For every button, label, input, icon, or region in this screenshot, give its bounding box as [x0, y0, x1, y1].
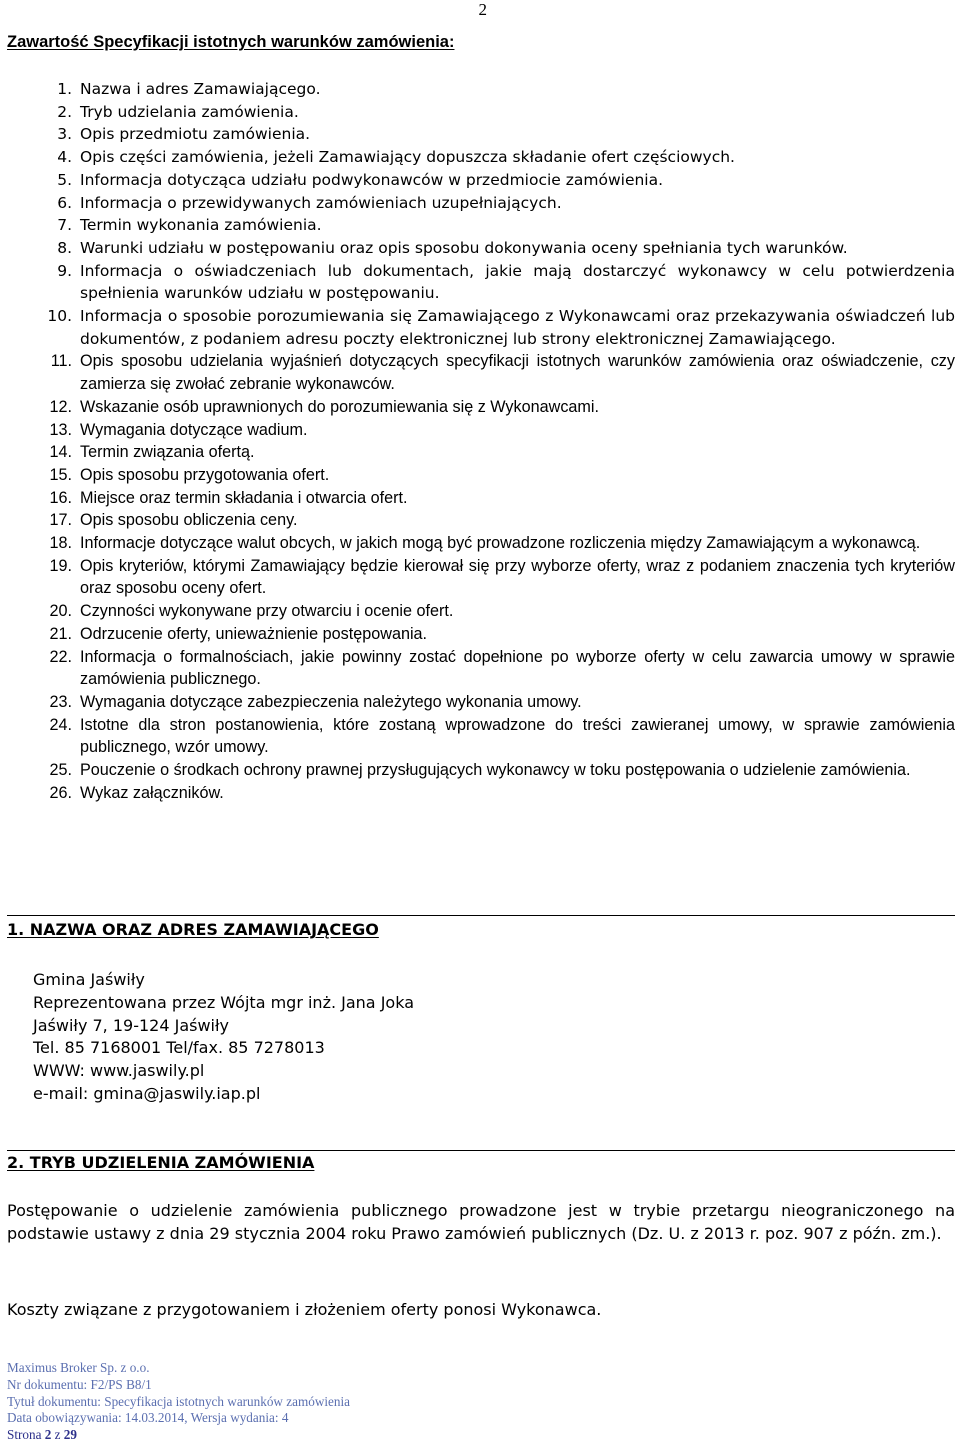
footer-validity: Data obowiązywania: 14.03.2014, Wersja wydania: 4 [7, 1410, 289, 1426]
toc-item-number: 11. [50, 352, 72, 371]
toc-item-number: 13. [49, 420, 72, 439]
toc-item-text: Pouczenie o środkach ochrony prawnej przysługujących wykonawcy w toku postępowania o udzielenie zamówienia. [80, 761, 911, 780]
footer-page-label: Strona [7, 1427, 42, 1443]
toc-item-number: 8. [57, 238, 72, 257]
address-line: WWW: www.jaswily.pl [33, 1061, 205, 1081]
table-of-contents [0, 78, 955, 805]
toc-item [0, 192, 955, 215]
toc-item-number: 23. [49, 692, 72, 711]
toc-item-number: 16. [49, 488, 72, 507]
section-divider [7, 1150, 955, 1151]
toc-item [0, 600, 955, 623]
toc-item-text: Opis sposobu przygotowania ofert. [80, 465, 330, 484]
toc-item-number: 12. [49, 397, 72, 416]
toc-item-number: 20. [49, 602, 72, 621]
procedure-paragraph: Postępowanie o udzielenie zamówienia publicznego prowadzone jest w trybie przetargu nieograniczonego na podstawie ustawy z dnia 29 stycznia 2004 roku Prawo zamówień publicznych (Dz. U. z 2013 r. poz. 907 z późn. zm.). [7, 1201, 955, 1243]
toc-item [0, 714, 955, 759]
toc-item [0, 78, 955, 101]
toc-item-number: 10. [47, 307, 72, 326]
toc-item [0, 487, 955, 510]
toc-item-number: 26. [49, 783, 72, 802]
footer-page-counter [7, 1427, 350, 1444]
toc-item-number: 24. [49, 715, 72, 734]
toc-item-number: 5. [57, 170, 72, 189]
toc-item [0, 237, 955, 260]
toc-item [0, 305, 955, 350]
toc-item-text: Wymagania dotyczące wadium. [80, 420, 308, 439]
toc-item-text: Informacja o sposobie porozumiewania się Zamawiającego z Wykonawcami oraz przekazywania oświadczeń lub dokumentów, z podaniem adresu poczty elektronicznej lub strony elektronicznej Zamawiającego. [80, 307, 955, 348]
toc-item [0, 350, 955, 395]
toc-item-text: Wskazanie osób uprawnionych do porozumiewania się z Wykonawcami. [80, 397, 599, 416]
toc-item [0, 260, 955, 305]
toc-item-text: Termin wykonania zamówienia. [80, 216, 322, 235]
toc-item [0, 419, 955, 442]
costs-paragraph: Koszty związane z przygotowaniem i złożeniem oferty ponosi Wykonawca. [7, 1300, 602, 1319]
page-number: 2 [478, 0, 487, 19]
toc-item [0, 146, 955, 169]
toc-item [0, 646, 955, 691]
toc-item-text: Opis sposobu obliczenia ceny. [80, 511, 298, 530]
toc-title: Zawartość Specyfikacji istotnych warunków zamówienia: [7, 33, 455, 51]
toc-item-text: Odrzucenie oferty, unieważnienie postępowania. [80, 624, 428, 643]
toc-item-text: Wymagania dotyczące zabezpieczenia należytego wykonania umowy. [80, 692, 582, 711]
toc-item [0, 691, 955, 714]
toc-item-text: Informacje dotyczące walut obcych, w jakich mogą być prowadzone rozliczenia między Zamawiającym a wykonawcą. [80, 534, 921, 553]
toc-item-number: 7. [57, 216, 72, 235]
toc-item-text: Istotne dla stron postanowienia, które zostaną wprowadzone do treści zawieranej umowy, w sprawie zamówienia publicznego, wzór umowy. [80, 715, 955, 757]
section-divider [7, 915, 955, 916]
section1-heading: 1. NAZWA ORAZ ADRES ZAMAWIAJĄCEGO [7, 920, 379, 939]
toc-item [0, 101, 955, 124]
footer-page-current: 2 [44, 1427, 52, 1443]
toc-item-number: 22. [49, 647, 72, 666]
address-line: e-mail: gmina@jaswily.iap.pl [33, 1083, 261, 1103]
document-footer [7, 1360, 350, 1444]
toc-item-number: 2. [57, 102, 72, 121]
toc-item [0, 169, 955, 192]
footer-doc-title: Tytuł dokumentu: Specyfikacja istotnych warunków zamówienia [7, 1393, 350, 1409]
toc-item-text: Opis kryteriów, którymi Zamawiający będzie kierował się przy wyborze oferty, wraz z podaniem znaczenia tych kryteriów oraz sposobu oceny ofert. [80, 556, 955, 598]
footer-doc-number: Nr dokumentu: F2/PS B8/1 [7, 1376, 152, 1392]
toc-item-number: 6. [57, 193, 72, 212]
address-line: Reprezentowana przez Wójta mgr inż. Jana Joka [33, 992, 414, 1012]
toc-item-text: Termin związania ofertą. [80, 443, 255, 462]
toc-item-text: Informacja o formalnościach, jakie powinny zostać dopełnione po wyborze oferty w celu zawarcia umowy w sprawie zamówienia publicznego. [80, 647, 955, 689]
toc-item-number: 17. [49, 511, 72, 530]
toc-item-number: 14. [49, 443, 72, 462]
footer-page-total: 29 [63, 1427, 77, 1443]
toc-item-text: Opis sposobu udzielania wyjaśnień dotyczących specyfikacji istotnych warunków zamówienia oraz oświadczenie, czy zamierza się zwołać zebranie wykonawców. [80, 352, 955, 394]
toc-item-number: 3. [57, 125, 72, 144]
toc-item-text: Opis części zamówienia, jeżeli Zamawiający dopuszcza składanie ofert częściowych. [80, 148, 735, 167]
toc-item [0, 123, 955, 146]
toc-item-number: 1. [57, 80, 72, 98]
section2-heading: 2. TRYB UDZIELENIA ZAMÓWIENIA [7, 1153, 315, 1172]
toc-item-number: 4. [57, 148, 72, 167]
toc-item-text: Miejsce oraz termin składania i otwarcia ofert. [80, 488, 408, 507]
toc-item [0, 441, 955, 464]
toc-item-text: Informacja dotycząca udziału podwykonawców w przedmiocie zamówienia. [80, 170, 664, 189]
toc-item-number: 21. [49, 624, 72, 643]
toc-item-text: Czynności wykonywane przy otwarciu i ocenie ofert. [80, 602, 454, 621]
address-line: Gmina Jaświły [33, 970, 145, 989]
toc-item [0, 782, 955, 805]
toc-item-number: 15. [49, 465, 72, 484]
toc-item-text: Wykaz załączników. [80, 783, 224, 802]
address-line: Tel. 85 7168001 Tel/fax. 85 7278013 [33, 1038, 325, 1058]
toc-item [0, 214, 955, 237]
toc-item-number: 18. [49, 534, 72, 553]
toc-item-number: 9. [57, 261, 72, 280]
toc-item-text: Tryb udzielania zamówienia. [80, 102, 299, 121]
toc-item-number: 25. [49, 761, 72, 780]
toc-item-text: Opis przedmiotu zamówienia. [80, 125, 311, 144]
toc-item-number: 19. [49, 556, 72, 575]
toc-item-text: Informacja o przewidywanych zamówieniach uzupełniających. [80, 193, 562, 212]
contracting-authority-address [33, 969, 414, 1106]
toc-item-text: Nazwa i adres Zamawiającego. [80, 80, 321, 98]
footer-page-of: z [54, 1427, 61, 1443]
toc-item [0, 555, 955, 600]
toc-item-text: Warunki udziału w postępowaniu oraz opis sposobu dokonywania oceny spełniania tych warunków. [80, 238, 848, 257]
toc-item [0, 396, 955, 419]
toc-item-text: Informacja o oświadczeniach lub dokumentach, jakie mają dostarczyć wykonawcy w celu potwierdzenia spełnienia warunków udziału w postępowaniu. [80, 261, 955, 303]
toc-item [0, 623, 955, 646]
footer-company: Maximus Broker Sp. z o.o. [7, 1360, 150, 1375]
toc-item [0, 759, 955, 782]
toc-item [0, 532, 955, 555]
toc-item [0, 509, 955, 532]
address-line: Jaświły 7, 19-124 Jaświły [33, 1015, 230, 1035]
toc-item [0, 464, 955, 487]
